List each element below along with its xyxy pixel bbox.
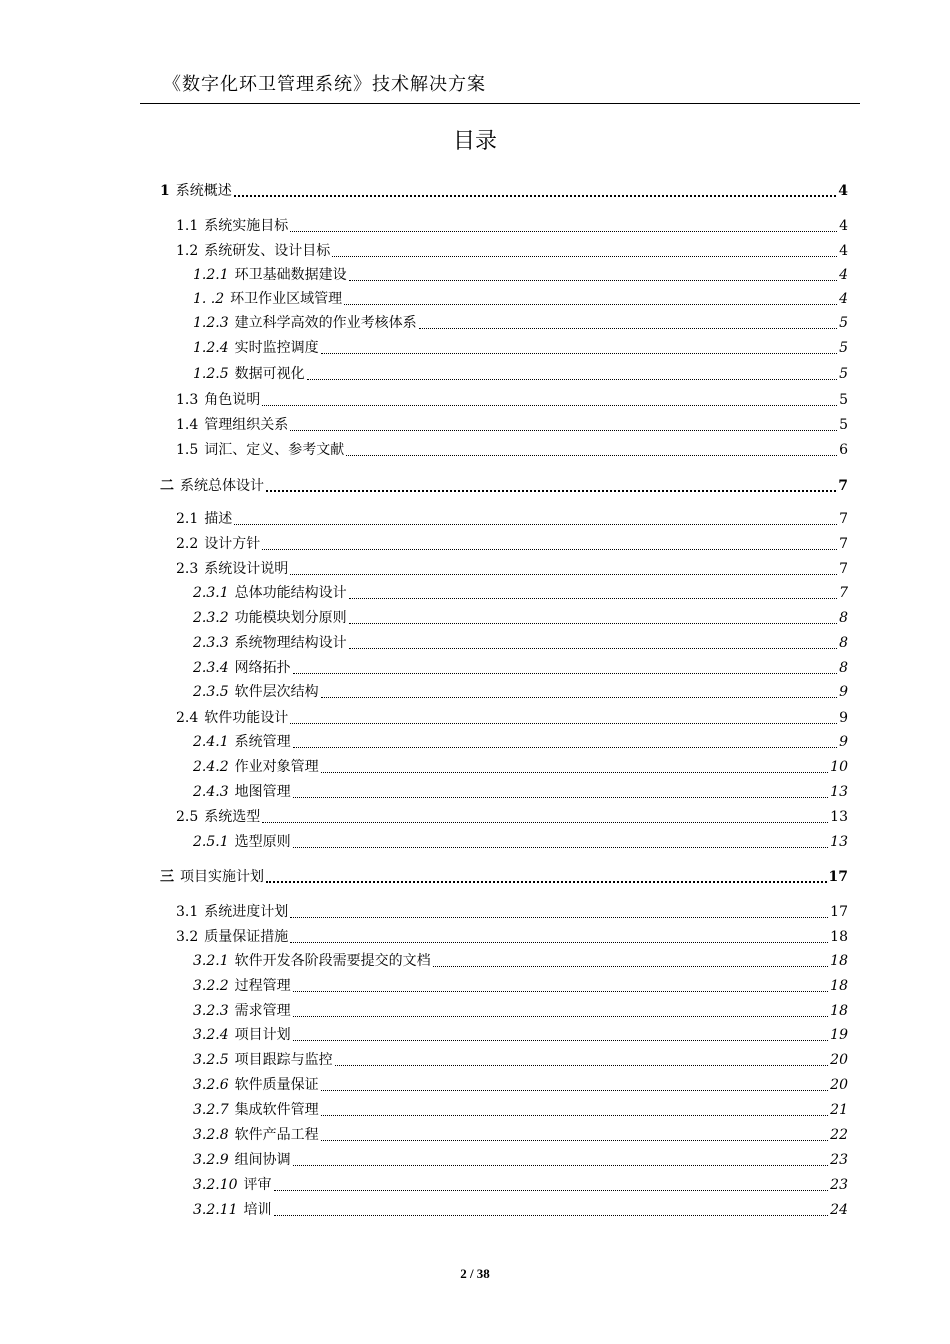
toc-entry-page: 20 xyxy=(830,1052,848,1068)
page-footer: 2 / 38 xyxy=(460,1266,490,1281)
toc-entry-page: 22 xyxy=(830,1127,848,1143)
toc-entry[interactable] xyxy=(193,364,848,384)
toc-entry[interactable] xyxy=(193,608,848,628)
toc-entry-page: 7 xyxy=(839,511,848,527)
toc-entry-page: 18 xyxy=(830,953,848,969)
toc-dot-leader xyxy=(262,822,828,823)
toc-entry-page: 6 xyxy=(839,442,848,458)
toc-dot-leader xyxy=(335,1065,829,1066)
toc-entry-number: 3.2.6 xyxy=(193,1077,229,1093)
toc-entry[interactable] xyxy=(176,807,848,827)
toc-entry[interactable] xyxy=(176,559,848,579)
toc-dot-leader xyxy=(290,723,837,724)
toc-entry-number: 3.2.9 xyxy=(193,1152,229,1168)
toc-dot-leader xyxy=(262,405,837,406)
toc-entry-page: 13 xyxy=(830,784,848,800)
toc-dot-leader xyxy=(274,1215,829,1216)
toc-entry-title: 地图管理 xyxy=(234,784,291,800)
toc-entry[interactable] xyxy=(193,583,848,603)
toc-entry-number: 1.2.5 xyxy=(193,366,229,382)
toc-dot-leader xyxy=(293,991,829,992)
toc-entry-number: 三 xyxy=(160,869,174,885)
toc-entry-title: 角色说明 xyxy=(204,392,261,408)
toc-entry-number: 1.5 xyxy=(176,442,199,458)
toc-entry-number: 1.1 xyxy=(176,218,199,234)
toc-entry-number: 1. .2 xyxy=(193,291,225,307)
toc-entry-title: 系统选型 xyxy=(204,809,261,825)
toc-entry[interactable] xyxy=(193,1025,848,1045)
toc-dot-leader xyxy=(321,1140,829,1141)
toc-entry-title: 环卫基础数据建设 xyxy=(234,267,347,283)
toc-dot-leader xyxy=(349,648,837,649)
toc-entry-number: 1 xyxy=(160,183,170,199)
toc-entry-number: 1.2.1 xyxy=(193,267,229,283)
toc-entry-page: 19 xyxy=(830,1027,848,1043)
toc-entry[interactable] xyxy=(160,181,848,201)
toc-dot-leader xyxy=(266,881,827,883)
toc-entry-title: 环卫作业区域管理 xyxy=(230,291,343,307)
toc-entry-title: 质量保证措施 xyxy=(204,929,289,945)
toc-dot-leader xyxy=(349,623,837,624)
toc-entry-number: 2.1 xyxy=(176,511,199,527)
toc-entry-number: 2.4.2 xyxy=(193,759,229,775)
toc-entry-title: 系统概述 xyxy=(175,183,232,199)
toc-entry[interactable] xyxy=(193,658,848,678)
toc-dot-leader xyxy=(290,917,828,918)
toc-entry-number: 2.3 xyxy=(176,561,199,577)
toc-entry-page: 18 xyxy=(830,1003,848,1019)
toc-entry[interactable] xyxy=(193,1150,848,1170)
toc-entry-page: 4 xyxy=(839,243,848,259)
toc-entry[interactable] xyxy=(193,1100,848,1120)
toc-entry-page: 4 xyxy=(839,291,848,307)
toc-dot-leader xyxy=(266,490,836,492)
toc-entry-page: 7 xyxy=(839,561,848,577)
toc-entry-number: 3.2.7 xyxy=(193,1102,229,1118)
toc-entry-page: 7 xyxy=(839,585,848,601)
toc-dot-leader xyxy=(321,697,837,698)
toc-dot-leader xyxy=(419,328,837,329)
toc-entry-number: 2.3.1 xyxy=(193,585,229,601)
toc-entry[interactable] xyxy=(160,476,848,496)
toc-entry-page: 8 xyxy=(839,610,848,626)
toc-entry-number: 3.2.1 xyxy=(193,953,229,969)
toc-entry[interactable] xyxy=(193,682,848,702)
toc-dot-leader xyxy=(321,353,837,354)
toc-dot-leader xyxy=(293,847,829,848)
toc-entry-number: 3.1 xyxy=(176,904,199,920)
toc-entry-page: 13 xyxy=(830,834,848,850)
toc-entry-number: 2.4.1 xyxy=(193,734,229,750)
toc-entry-title: 总体功能结构设计 xyxy=(234,585,347,601)
toc-entry-title: 描述 xyxy=(204,511,233,527)
toc-entry-number: 2.3.5 xyxy=(193,684,229,700)
toc-dot-leader xyxy=(307,379,837,380)
toc-entry-number: 3.2.10 xyxy=(193,1177,238,1193)
toc-entry-number: 3.2.3 xyxy=(193,1003,229,1019)
toc-dot-leader xyxy=(293,797,829,798)
toc-entry-page: 4 xyxy=(839,218,848,234)
toc-entry-title: 需求管理 xyxy=(234,1003,291,1019)
toc-entry[interactable] xyxy=(193,951,848,971)
toc-dot-leader xyxy=(290,231,837,232)
toc-entry-title: 作业对象管理 xyxy=(234,759,319,775)
toc-entry[interactable] xyxy=(160,867,848,887)
toc-dot-leader xyxy=(290,942,828,943)
toc-entry[interactable] xyxy=(193,289,848,309)
toc-entry[interactable] xyxy=(193,757,848,777)
toc-dot-leader xyxy=(293,1165,829,1166)
toc-entry-number: 1.2 xyxy=(176,243,199,259)
toc-entry-number: 2.5.1 xyxy=(193,834,229,850)
toc-entry[interactable] xyxy=(176,415,848,435)
toc-dot-leader xyxy=(274,1190,829,1191)
toc-entry-page: 8 xyxy=(839,660,848,676)
toc-entry-title: 实时监控调度 xyxy=(234,340,319,356)
toc-dot-leader xyxy=(293,1016,829,1017)
toc-entry-title: 系统研发、设计目标 xyxy=(204,243,331,259)
toc-entry-title: 词汇、定义、参考文献 xyxy=(204,442,345,458)
toc-entry[interactable] xyxy=(193,1001,848,1021)
toc-entry-number: 3.2.4 xyxy=(193,1027,229,1043)
toc-entry[interactable] xyxy=(176,216,848,236)
toc-entry-page: 8 xyxy=(839,635,848,651)
toc-entry[interactable] xyxy=(193,782,848,802)
toc-title: 目录 xyxy=(452,129,497,154)
toc-entry[interactable] xyxy=(193,1125,848,1145)
toc-entry-title: 评审 xyxy=(243,1177,272,1193)
toc-entry-number: 1.3 xyxy=(176,392,199,408)
toc-entry-title: 过程管理 xyxy=(234,978,291,994)
toc-entry-page: 5 xyxy=(839,417,848,433)
toc-entry[interactable] xyxy=(176,509,848,529)
toc-entry[interactable] xyxy=(193,313,848,333)
toc-entry-title: 系统物理结构设计 xyxy=(234,635,347,651)
toc-entry-number: 2.2 xyxy=(176,536,199,552)
toc-entry-page: 5 xyxy=(839,392,848,408)
toc-entry[interactable] xyxy=(193,1075,848,1095)
toc-entry-number: 1.2.4 xyxy=(193,340,229,356)
toc-entry-number: 2.3.4 xyxy=(193,660,229,676)
toc-entry-title: 软件层次结构 xyxy=(234,684,319,700)
toc-entry-title: 系统设计说明 xyxy=(204,561,289,577)
toc-dot-leader xyxy=(234,195,837,197)
toc-dot-leader xyxy=(321,1090,829,1091)
toc-entry-title: 网络拓扑 xyxy=(234,660,291,676)
toc-entry-title: 软件开发各阶段需要提交的文档 xyxy=(234,953,431,969)
toc-entry-title: 系统进度计划 xyxy=(204,904,289,920)
toc-entry-number: 2.5 xyxy=(176,809,199,825)
toc-entry-page: 18 xyxy=(830,929,848,945)
toc-entry-page: 23 xyxy=(830,1177,848,1193)
toc-entry-title: 组间协调 xyxy=(234,1152,291,1168)
toc-entry[interactable] xyxy=(176,440,848,460)
toc-entry-page: 5 xyxy=(839,366,848,382)
toc-entry-page: 9 xyxy=(839,710,848,726)
toc-entry-title: 培训 xyxy=(243,1202,272,1218)
toc-entry-number: 2.3.2 xyxy=(193,610,229,626)
toc-entry-page: 21 xyxy=(830,1102,848,1118)
toc-entry-page: 24 xyxy=(830,1202,848,1218)
toc-entry-page: 20 xyxy=(830,1077,848,1093)
toc-entry-number: 2.3.3 xyxy=(193,635,229,651)
toc-entry-number: 3.2 xyxy=(176,929,199,945)
toc-entry-number: 1.2.3 xyxy=(193,315,229,331)
toc-entry-title: 管理组织关系 xyxy=(204,417,289,433)
toc-entry-page: 13 xyxy=(830,809,848,825)
toc-dot-leader xyxy=(332,256,837,257)
header-rule xyxy=(140,103,860,104)
toc-entry[interactable] xyxy=(193,1175,848,1195)
toc-entry[interactable] xyxy=(193,832,848,852)
toc-entry-number: 3.2.5 xyxy=(193,1052,229,1068)
toc-entry[interactable] xyxy=(176,241,848,261)
toc-dot-leader xyxy=(234,524,837,525)
document-header: 《数字化环卫管理系统》技术解决方案 xyxy=(163,74,486,95)
toc-entry-page: 18 xyxy=(830,978,848,994)
toc-entry-title: 项目实施计划 xyxy=(180,869,264,885)
toc-entry[interactable] xyxy=(176,902,848,922)
toc-entry-number: 二 xyxy=(160,478,174,494)
toc-entry-number: 2.4 xyxy=(176,710,199,726)
toc-entry-page: 4 xyxy=(839,267,848,283)
toc-entry-title: 软件功能设计 xyxy=(204,710,289,726)
toc-entry[interactable] xyxy=(193,633,848,653)
toc-entry-page: 10 xyxy=(830,759,848,775)
toc-entry[interactable] xyxy=(176,390,848,410)
toc-entry-title: 数据可视化 xyxy=(234,366,305,382)
toc-entry-page: 17 xyxy=(828,869,848,885)
toc-entry-page: 9 xyxy=(839,684,848,700)
toc-entry-title: 功能模块划分原则 xyxy=(234,610,347,626)
toc-entry[interactable] xyxy=(193,1050,848,1070)
toc-dot-leader xyxy=(290,430,837,431)
toc-dot-leader xyxy=(293,673,837,674)
toc-entry-title: 选型原则 xyxy=(234,834,291,850)
toc-entry[interactable] xyxy=(176,708,848,728)
toc-entry-title: 系统管理 xyxy=(234,734,291,750)
toc-dot-leader xyxy=(293,747,837,748)
toc-dot-leader xyxy=(349,280,837,281)
toc-dot-leader xyxy=(262,549,837,550)
toc-entry-title: 系统总体设计 xyxy=(180,478,264,494)
toc-entry-number: 1.4 xyxy=(176,417,199,433)
toc-dot-leader xyxy=(344,304,837,305)
toc-entry-page: 23 xyxy=(830,1152,848,1168)
toc-entry[interactable] xyxy=(176,534,848,554)
toc-entry-title: 项目跟踪与监控 xyxy=(234,1052,333,1068)
toc-dot-leader xyxy=(346,455,837,456)
toc-entry[interactable] xyxy=(193,1200,848,1220)
toc-entry-page: 4 xyxy=(838,183,848,199)
toc-entry-title: 系统实施目标 xyxy=(204,218,289,234)
toc-entry-number: 3.2.2 xyxy=(193,978,229,994)
toc-entry[interactable] xyxy=(193,338,848,358)
toc-entry[interactable] xyxy=(176,927,848,947)
toc-entry-title: 软件产品工程 xyxy=(234,1127,319,1143)
toc-entry-title: 集成软件管理 xyxy=(234,1102,319,1118)
toc-entry-page: 17 xyxy=(830,904,848,920)
toc-dot-leader xyxy=(321,772,829,773)
toc-entry-title: 软件质量保证 xyxy=(234,1077,319,1093)
toc-entry-title: 建立科学高效的作业考核体系 xyxy=(234,315,417,331)
toc-entry[interactable] xyxy=(193,976,848,996)
toc-entry-title: 设计方针 xyxy=(204,536,261,552)
toc-entry-number: 3.2.11 xyxy=(193,1202,238,1218)
toc-dot-leader xyxy=(290,574,837,575)
toc-entry-number: 2.4.3 xyxy=(193,784,229,800)
toc-entry-page: 7 xyxy=(839,536,848,552)
toc-entry[interactable] xyxy=(193,265,848,285)
toc-dot-leader xyxy=(433,966,829,967)
toc-dot-leader xyxy=(321,1115,829,1116)
toc-dot-leader xyxy=(349,598,837,599)
toc-entry-number: 3.2.8 xyxy=(193,1127,229,1143)
toc-entry-page: 9 xyxy=(839,734,848,750)
toc-entry-page: 5 xyxy=(839,340,848,356)
toc-entry-page: 7 xyxy=(838,478,848,494)
toc-entry-page: 5 xyxy=(839,315,848,331)
toc-dot-leader xyxy=(293,1040,829,1041)
toc-entry[interactable] xyxy=(193,732,848,752)
toc-entry-title: 项目计划 xyxy=(234,1027,291,1043)
